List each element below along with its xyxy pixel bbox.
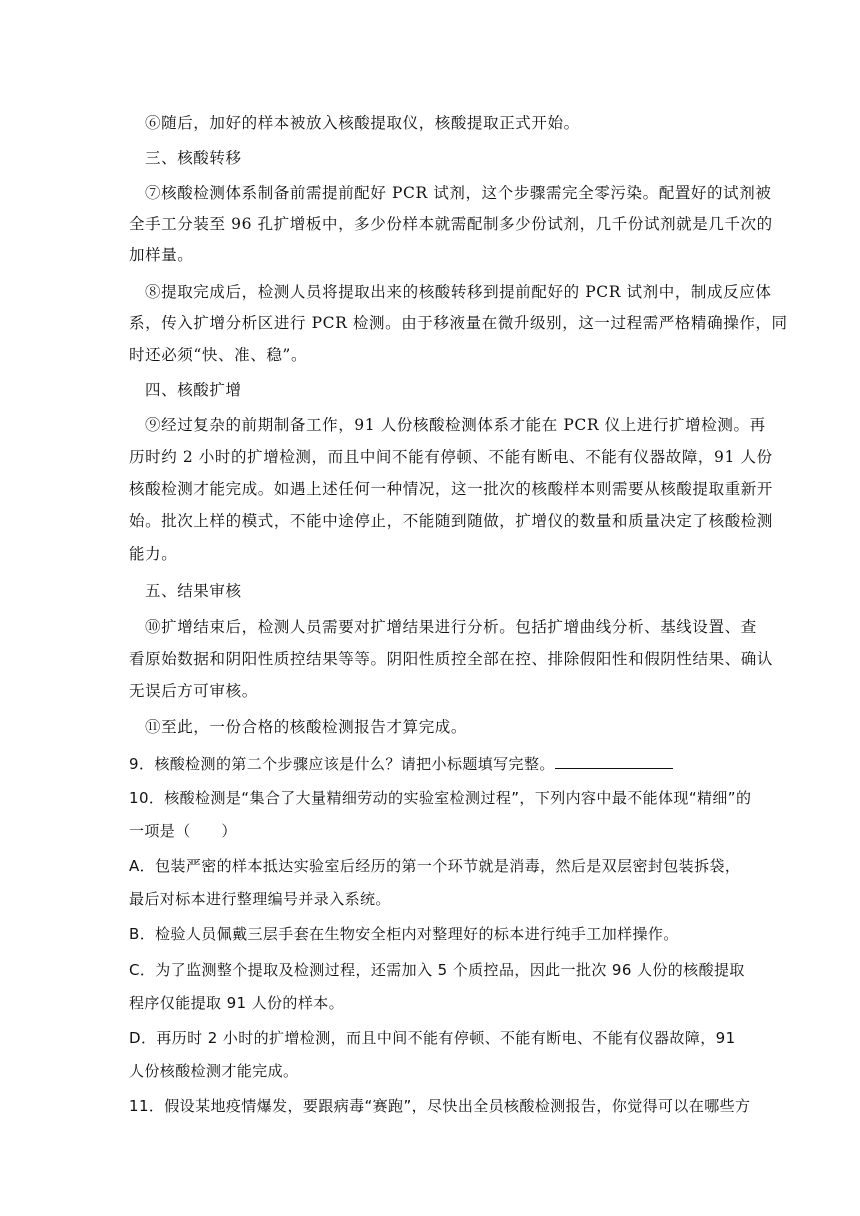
section-heading-3: 三、核酸转移: [145, 149, 242, 167]
option-a-line-1: A．包装严密的样本抵达实验室后经历的第一个环节就是消毒，然后是双层密封包装拆袋，: [129, 857, 741, 875]
paragraph-10-line-3: 无误后方可审核。: [129, 682, 258, 700]
paragraph-7-line-3: 加样量。: [129, 246, 194, 264]
option-c-line-2: 程序仅能提取 91 人份的样本。: [129, 994, 345, 1012]
section-heading-5: 五、结果审核: [145, 582, 242, 600]
paragraph-10-line-1: ⑩扩增结束后，检测人员需要对扩增结果进行分析。包括扩增曲线分析、基线设置、查: [145, 618, 757, 636]
paragraph-7-line-2: 全手工分装至 96 孔扩增板中，多少份样本就需配制多少份试剂，几千份试剂就是几千次的: [129, 215, 773, 233]
paragraph-10-line-2: 看原始数据和阴阳性质控结果等等。阴阳性质控全部在控、排除假阳性和假阴性结果、确认: [129, 650, 774, 668]
option-c-line-1: C．为了监测整个提取及检测过程，还需加入 5 个质控品，因此一批次 96 人份的核酸提取: [129, 961, 745, 979]
option-d-line-2: 人份核酸检测才能完成。: [129, 1062, 299, 1080]
question-9-text: 9．核酸检测的第二个步骤应该是什么？请把小标题填写完整。: [129, 755, 555, 773]
paragraph-9-line-1: ⑨经过复杂的前期制备工作，91 人份核酸检测体系才能在 PCR 仪上进行扩增检测。再: [145, 416, 766, 434]
paragraph-8-line-2: 系，传入扩增分析区进行 PCR 检测。由于移液量在微升级别，这一过程需严格精确操作，同: [129, 314, 788, 332]
paragraph-8-line-3: 时还必须“快、准、稳”。: [129, 346, 308, 364]
paragraph-11: ⑪至此，一份合格的核酸检测报告才算完成。: [145, 718, 468, 736]
paragraph-9-line-3: 核酸检测才能完成。如遇上述任何一种情况，这一批次的核酸样本则需要从核酸提取重新开: [129, 480, 774, 498]
question-11: 11．假设某地疫情爆发，要跟病毒“赛跑”，尽快出全员核酸检测报告，你觉得可以在哪些方: [129, 1097, 751, 1115]
question-10-line-1: 10．核酸检测是“集合了大量精细劳动的实验室检测过程”，下列内容中最不能体现“精细”的: [129, 789, 752, 807]
paragraph-8-line-1: ⑧提取完成后，检测人员将提取出来的核酸转移到提前配好的 PCR 试剂中，制成反应体: [145, 283, 772, 301]
question-10-line-2: 一项是（ ）: [129, 822, 237, 840]
option-a-line-2: 最后对标本进行整理编号并录入系统。: [129, 890, 391, 908]
paragraph-9-line-2: 历时约 2 小时的扩增检测，而且中间不能有停顿、不能有断电、不能有仪器故障，91 人份: [129, 448, 773, 466]
paragraph-9-line-4: 始。批次上样的模式，不能中途停止，不能随到随做，扩增仪的数量和质量决定了核酸检测: [129, 512, 774, 530]
question-9: [129, 752, 860, 774]
section-heading-4: 四、核酸扩增: [145, 381, 242, 399]
paragraph-6: ⑥随后，加好的样本被放入核酸提取仪，核酸提取正式开始。: [145, 114, 580, 132]
paragraph-7-line-1: ⑦核酸检测体系制备前需提前配好 PCR 试剂，这个步骤需完全零污染。配置好的试剂被: [145, 184, 772, 202]
option-d-line-1: D．再历时 2 小时的扩增检测，而且中间不能有停顿、不能有断电、不能有仪器故障，91: [129, 1029, 736, 1047]
paragraph-9-line-5: 能力。: [129, 545, 178, 563]
answer-blank[interactable]: [555, 752, 673, 769]
option-b: B．检验人员佩戴三层手套在生物安全柜内对整理好的标本进行纯手工加样操作。: [129, 925, 679, 943]
